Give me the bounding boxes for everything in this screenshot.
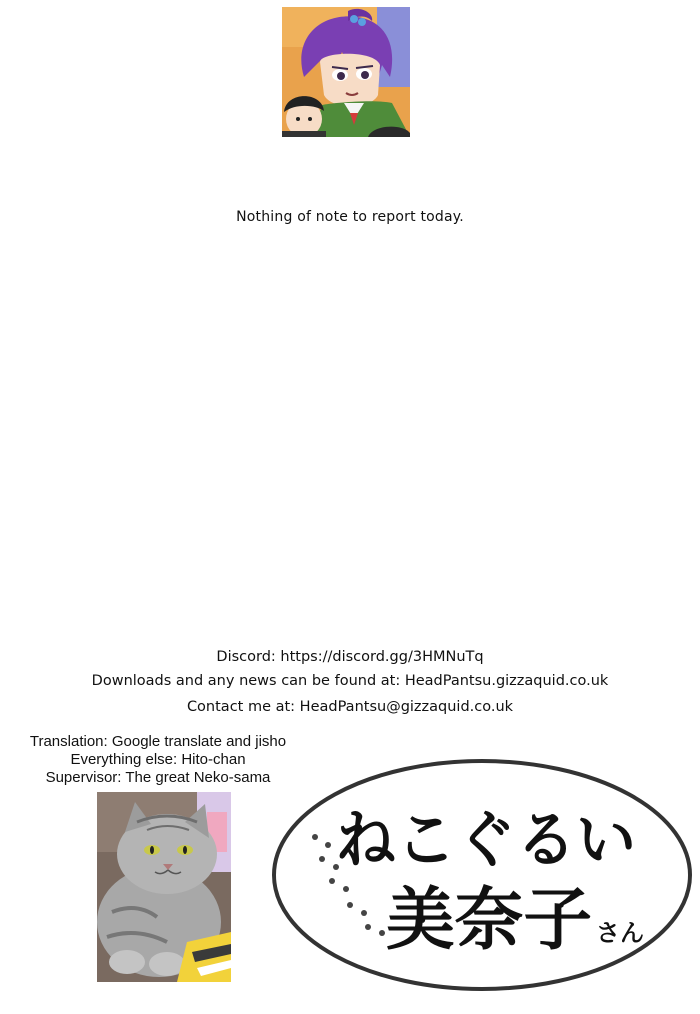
logo-suffix: さん [596, 919, 644, 947]
downloads-info: Downloads and any news can be found at: HeadPantsu.gizzaquid.co.uk [91, 673, 609, 689]
series-logo [270, 755, 695, 995]
logo-oval [270, 755, 695, 995]
discord-link[interactable]: Discord: https://discord.gg/3HMNuTq [216, 649, 484, 665]
report-note: Nothing of note to report today. [236, 209, 464, 225]
logo-line2: 美奈子 [386, 881, 592, 960]
cat-photo-icon [97, 792, 231, 982]
credit-everything-else: Everything else: Hito-chan [70, 751, 246, 768]
contact-info: Contact me at: HeadPantsu@gizzaquid.co.uk [186, 699, 514, 715]
anime-girl-icon [282, 7, 410, 137]
logo-line1: ねこぐるい [336, 803, 636, 876]
anime-girl-illustration [282, 7, 410, 137]
cat-photo [97, 792, 231, 982]
credit-translation: Translation: Google translate and jisho [29, 733, 287, 750]
credit-supervisor: Supervisor: The great Neko-sama [45, 769, 271, 786]
credits-block [8, 733, 308, 787]
